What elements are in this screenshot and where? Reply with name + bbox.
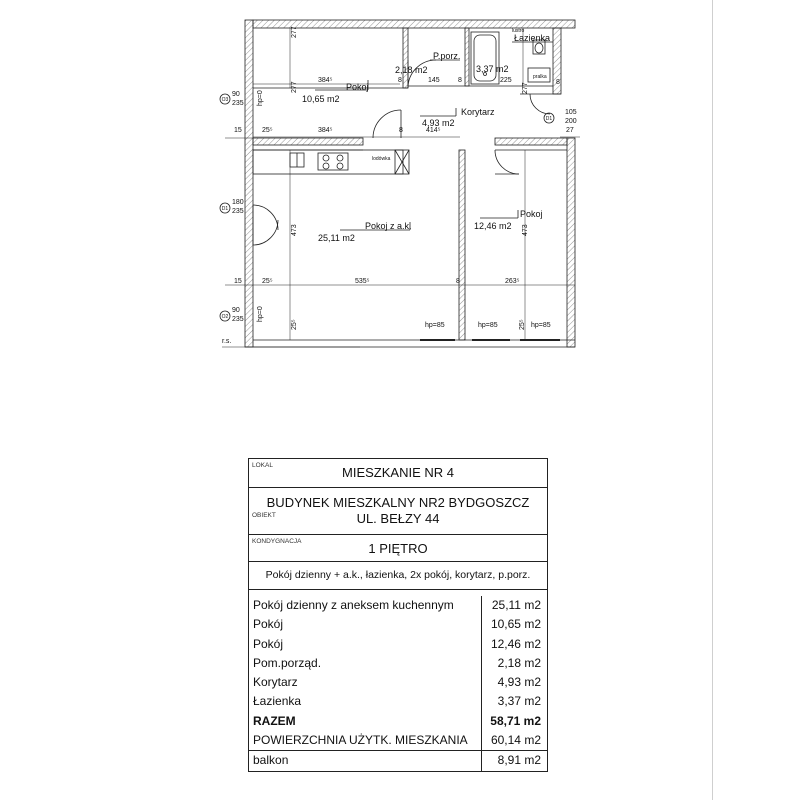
room-pokoj1-name: Pokoj bbox=[346, 82, 369, 92]
room-area: 25,11 m2 bbox=[491, 598, 541, 612]
dim: 414⁵ bbox=[426, 127, 441, 134]
table-row bbox=[249, 615, 547, 634]
wall-partition bbox=[459, 150, 465, 340]
room-korytarz-area: 4,93 m2 bbox=[422, 118, 455, 128]
dim: 473 bbox=[291, 224, 298, 236]
table-row bbox=[249, 596, 547, 615]
kondygnacja-row bbox=[249, 535, 547, 562]
dim: 277 bbox=[522, 82, 529, 94]
balcony-area: 8,91 m2 bbox=[497, 753, 541, 768]
description: Pokój dzienny + a.k., łazienka, 2x pokój, korytarz, p.porz. bbox=[265, 569, 531, 581]
room-summary-sheet bbox=[248, 458, 548, 772]
dim: 8 bbox=[556, 79, 560, 86]
description-row bbox=[249, 562, 547, 590]
obiekt-label: OBIEKT bbox=[252, 512, 276, 519]
table-row bbox=[249, 673, 547, 692]
dim: 25⁵ bbox=[519, 319, 526, 330]
wall-bath-left bbox=[465, 28, 469, 86]
room-pokojak-area: 25,11 m2 bbox=[318, 233, 355, 243]
lokal-row bbox=[249, 459, 547, 488]
room-area: 10,65 m2 bbox=[490, 617, 541, 632]
room-pokojak-name: Pokoj z a.k. bbox=[365, 221, 412, 231]
dim: 235 bbox=[232, 316, 244, 323]
wall-pporz-left bbox=[403, 28, 408, 88]
dim: 235 bbox=[232, 100, 244, 107]
table-row bbox=[249, 692, 547, 711]
dim: 384⁵ bbox=[318, 127, 333, 134]
wall-mid-horizontal bbox=[253, 138, 363, 145]
dim: 145 bbox=[428, 77, 440, 84]
room-pokoj2-area: 12,46 m2 bbox=[474, 221, 512, 231]
room-lazienka-area: 3,37 m2 bbox=[476, 64, 509, 74]
obiekt-line1: BUDYNEK MIESZKALNY NR2 BYDGOSZCZ bbox=[266, 495, 530, 510]
wall-top bbox=[253, 20, 575, 28]
room-name: Pokój bbox=[249, 635, 482, 654]
table-row bbox=[249, 635, 547, 654]
dim: 235 bbox=[232, 208, 244, 215]
dim: 535⁵ bbox=[355, 278, 370, 285]
fixture-lustro: lustro bbox=[512, 28, 525, 34]
balcony-row bbox=[249, 750, 547, 770]
fixture-lodowka: lodówka bbox=[372, 156, 391, 162]
dim: 25⁵ bbox=[262, 278, 273, 285]
window-mark: D1 bbox=[221, 206, 229, 212]
dim: 8 bbox=[458, 77, 462, 84]
dim: hp=85 bbox=[478, 322, 498, 329]
room-korytarz-name: Korytarz bbox=[461, 107, 495, 117]
table-row bbox=[249, 654, 547, 673]
dim: 25⁵ bbox=[291, 319, 298, 330]
dim: 180 bbox=[232, 199, 244, 206]
window-mark: D1 bbox=[545, 116, 553, 122]
wall-top-left bbox=[245, 20, 253, 347]
dim: r.s. bbox=[222, 338, 232, 345]
dim: 8 bbox=[399, 127, 403, 134]
dim: 263⁵ bbox=[505, 278, 520, 285]
dim: 473 bbox=[522, 224, 529, 236]
fixture-pralka: pralka bbox=[533, 74, 547, 80]
room-name: Pokój dzienny z aneksem kuchennym bbox=[249, 596, 482, 615]
room-lazienka-name: Łazienka bbox=[514, 33, 551, 43]
total-row bbox=[249, 712, 547, 731]
room-pokoj2-name: Pokoj bbox=[520, 209, 543, 219]
total-area: 58,71 m2 bbox=[490, 713, 541, 728]
dim: 27 bbox=[566, 127, 574, 134]
dim: 15 bbox=[234, 127, 242, 134]
balcony-label: balkon bbox=[249, 751, 482, 770]
dim: hp=85 bbox=[425, 322, 445, 329]
dim: 25⁵ bbox=[262, 127, 273, 134]
dim: 15 bbox=[234, 278, 242, 285]
dim: 90 bbox=[232, 91, 240, 98]
rooms-table bbox=[249, 590, 547, 771]
usable-area-row bbox=[249, 731, 547, 750]
room-pokoj1-area: 10,65 m2 bbox=[302, 94, 340, 104]
dim: 277 bbox=[291, 26, 298, 38]
dim: 8 bbox=[456, 278, 460, 285]
dim: hp=0 bbox=[257, 90, 264, 106]
dim: 8 bbox=[398, 77, 402, 84]
room-area: 4,93 m2 bbox=[497, 675, 541, 690]
room-pporz-name: P.porz. bbox=[433, 51, 461, 61]
room-area: 2,18 m2 bbox=[497, 655, 541, 670]
room-area: 3,37 m2 bbox=[497, 694, 541, 709]
window-mark: O2 bbox=[221, 314, 229, 320]
floor-plan bbox=[0, 0, 800, 360]
dim: 384⁵ bbox=[318, 77, 333, 84]
room-name: Korytarz bbox=[249, 673, 482, 692]
room-area: 12,46 m2 bbox=[490, 636, 541, 651]
obiekt-row bbox=[249, 488, 547, 535]
dim: 90 bbox=[232, 307, 240, 314]
usable-area-label: POWIERZCHNIA UŻYTK. MIESZKANIA bbox=[249, 731, 482, 750]
total-label: RAZEM bbox=[249, 712, 482, 731]
lokal-label: LOKAL bbox=[252, 462, 273, 469]
kondygnacja-value: 1 PIĘTRO bbox=[368, 541, 428, 556]
usable-area-value: 60,14 m2 bbox=[490, 733, 541, 748]
dim: hp=85 bbox=[531, 322, 551, 329]
room-name: Łazienka bbox=[249, 692, 482, 711]
plan-lines bbox=[220, 28, 580, 347]
room-name: Pokój bbox=[249, 615, 482, 634]
dim: hp=0 bbox=[257, 306, 264, 322]
wall-right bbox=[567, 138, 575, 347]
dim: 225 bbox=[500, 77, 512, 84]
room-pporz-area: 2,18 m2 bbox=[395, 65, 428, 75]
kondygnacja-label: KONDYGNACJA bbox=[252, 538, 302, 545]
room-name: Pom.porząd. bbox=[249, 654, 482, 673]
dim: 105 bbox=[565, 109, 577, 116]
window-mark: O3 bbox=[221, 97, 229, 103]
dim: 200 bbox=[565, 118, 577, 125]
dim: 277 bbox=[291, 81, 298, 93]
lokal-value: MIESZKANIE NR 4 bbox=[342, 465, 454, 480]
obiekt-line2: UL. BEŁZY 44 bbox=[356, 511, 440, 526]
wall-mid-horizontal-right bbox=[495, 138, 567, 145]
